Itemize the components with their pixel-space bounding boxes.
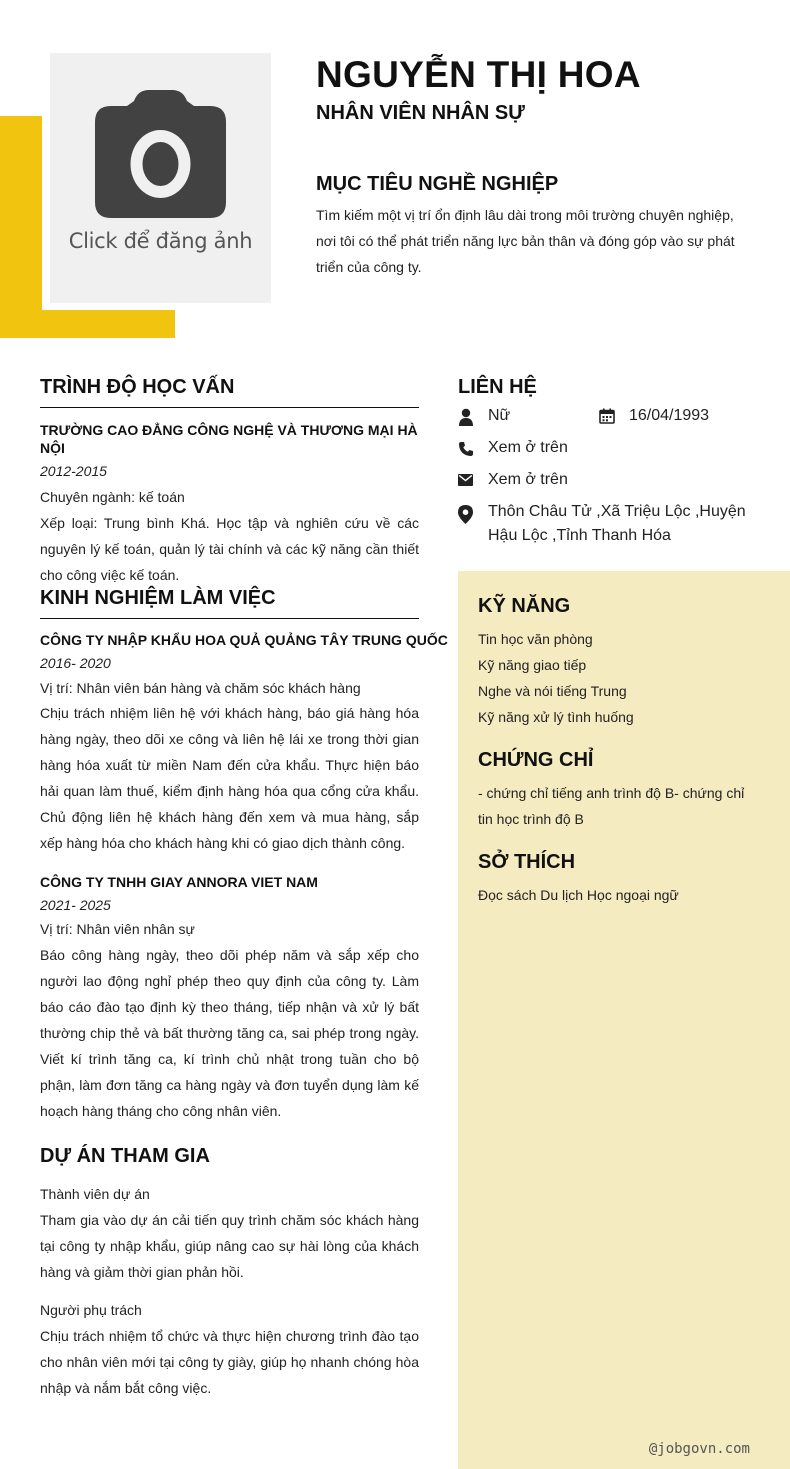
education-period: 2012-2015 (40, 463, 107, 479)
skill-item: Kỹ năng xử lý tình huống (478, 709, 634, 725)
certificates-text: - chứng chỉ tiếng anh trình độ B- chứng chỉ tin học trình độ B (478, 785, 745, 827)
education-school: TRƯỜNG CAO ĐẲNG CÔNG NGHỆ VÀ THƯƠNG MẠI HÀ NỘI (40, 422, 418, 456)
contact-gender: Nữ (488, 407, 511, 424)
experience-position: Vị trí: Nhân viên nhân sự (40, 921, 195, 937)
photo-upload-label: Click để đăng ảnh (68, 229, 253, 253)
experience-position: Vị trí: Nhân viên bán hàng và chăm sóc khách hàng (40, 680, 361, 696)
experience-company: CÔNG TY TNHH GIAY ANNORA VIET NAM (40, 874, 318, 890)
skill-item: Tin học văn phòng (478, 631, 593, 647)
project-role: Người phụ trách (40, 1302, 142, 1318)
education-heading: TRÌNH ĐỘ HỌC VẤN (40, 376, 235, 398)
experience-period: 2016- 2020 (40, 655, 111, 671)
project-description: Tham gia vào dự án cải tiến quy trình chăm sóc khách hàng tại công ty nhập khẩu, giúp nâng cao sự hài lòng của khách hàng và giảm thời gian phản hồi. (40, 1212, 419, 1280)
location-pin-icon (458, 505, 473, 524)
education-divider (40, 407, 419, 408)
project-item (40, 1184, 419, 1285)
candidate-name: NGUYỄN THỊ HOA (316, 54, 641, 95)
certificates-heading: CHỨNG CHỈ (478, 749, 594, 771)
calendar-icon (599, 408, 615, 424)
contact-address: Thôn Châu Tử ,Xã Triệu Lộc ,Huyện Hậu Lộc ,Tỉnh Thanh Hóa (488, 503, 746, 544)
experience-description: Báo công hàng ngày, theo dõi phép năm và sắp xếp cho người lao động nghỉ phép theo quy định của công ty. Làm báo cáo đào tạo định kỳ theo tháng, tiếp nhận và xử lý bất thường chip thẻ và bất thường tăng ca, sai phép trong ngày. Viết kí trình tăng ca, kí trình chủ nhật trong tuần cho bộ phận, làm đơn tăng ca hàng ngày và đơn tuyển dụng làm kế hoạch hàng tháng cho công nhân viên. (40, 947, 419, 1119)
projects-section (40, 1143, 419, 1401)
sidebar-panel (458, 571, 790, 1469)
envelope-icon (458, 474, 473, 486)
hobbies-heading: SỞ THÍCH (478, 851, 576, 873)
education-major: Chuyên ngành: kế toán (40, 489, 185, 505)
objective-text: Tìm kiếm một vị trí ổn định lâu dài trong môi trường chuyên nghiệp, nơi tôi có thể phát triển năng lực bản thân và đóng góp vào sự phát triển của công ty. (316, 207, 735, 275)
objective-heading: MỤC TIÊU NGHỀ NGHIỆP (316, 173, 559, 195)
candidate-job-title: NHÂN VIÊN NHÂN SỰ (316, 102, 525, 124)
contact-section (458, 374, 758, 554)
skills-heading: KỸ NĂNG (478, 595, 571, 617)
education-description: Xếp loại: Trung bình Khá. Học tập và nghiên cứu về các nguyên lý kế toán, quản lý tài chính và các kỹ năng cần thiết cho công việc kế toán. (40, 515, 419, 583)
contact-birthday: 16/04/1993 (629, 407, 710, 424)
experience-company: CÔNG TY NHẬP KHẨU HOA QUẢ QUẢNG TÂY TRUNG QUỐC (40, 632, 448, 648)
experience-section (40, 585, 448, 1124)
experience-heading: KINH NGHIỆM LÀM VIỆC (40, 587, 276, 609)
skill-item: Kỹ năng giao tiếp (478, 657, 587, 673)
contact-phone: Xem ở trên (488, 439, 568, 456)
skill-item: Nghe và nói tiếng Trung (478, 683, 627, 699)
phone-icon (458, 441, 474, 457)
project-item (40, 1300, 419, 1401)
project-description: Chịu trách nhiệm tổ chức và thực hiện chương trình đào tạo cho nhân viên mới tại công ty giày, giúp họ nhanh chóng hòa nhập và nắm bắt công việc. (40, 1328, 419, 1396)
watermark: @jobgovn.com (648, 1441, 750, 1457)
contact-email: Xem ở trên (488, 471, 568, 488)
education-section (40, 374, 419, 588)
experience-period: 2021- 2025 (40, 897, 111, 913)
project-role: Thành viên dự án (40, 1186, 150, 1202)
person-icon (458, 408, 474, 426)
hobbies-text: Đọc sách Du lịch Học ngoại ngữ (478, 887, 679, 903)
experience-item (40, 630, 448, 856)
contact-heading: LIÊN HỆ (458, 376, 537, 398)
projects-heading: DỰ ÁN THAM GIA (40, 1145, 210, 1167)
cv-header (316, 54, 756, 125)
photo-upload-placeholder[interactable] (50, 53, 271, 303)
camera-icon (94, 89, 227, 219)
experience-description: Chịu trách nhiệm liên hệ với khách hàng, báo giá hàng hóa hàng ngày, theo dõi xe công và liên hệ lái xe trong thời gian hàng hóa xuất từ miền Nam đến cửa khẩu. Thực hiện báo hải quan làm thuế, kiểm định hàng hóa qua cổng cửa khẩu. Chủ động liên hệ khách hàng đến xem và mua hàng, sắp xếp hàng hóa cho khách hàng khi có giao dịch thành công. (40, 705, 419, 851)
experience-divider (40, 618, 419, 619)
experience-item (40, 872, 419, 1124)
